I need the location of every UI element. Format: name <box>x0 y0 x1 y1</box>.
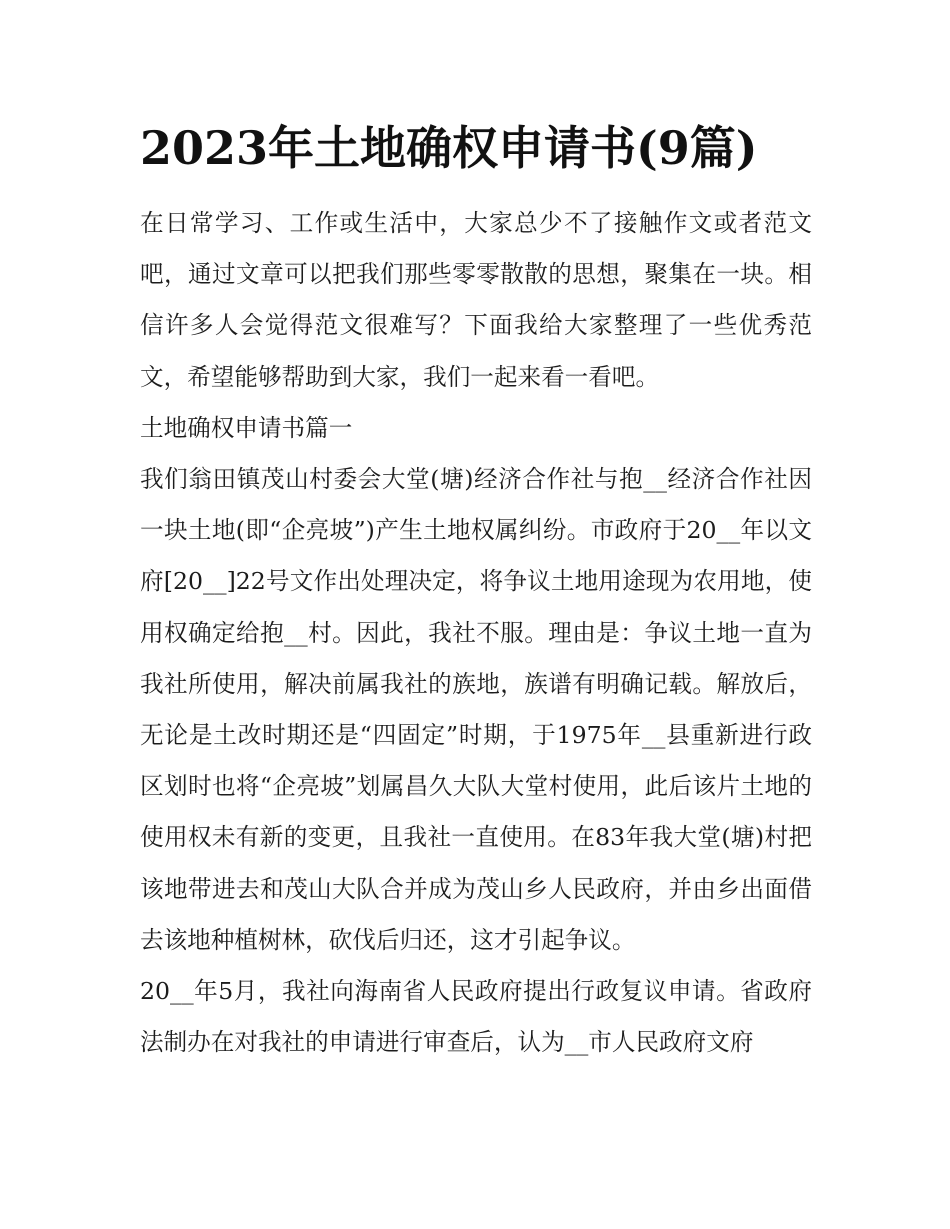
section-heading: 土地确权申请书篇一 <box>140 413 353 442</box>
document-body <box>140 198 812 1068</box>
body-paragraph-2: 20__年5月，我社向海南省人民政府提出行政复议申请。省政府法制办在对我社的申请进行审查后，认为__市人民政府文府 <box>140 977 812 1057</box>
body-paragraph-1: 我们翁田镇茂山村委会大堂(塘)经济合作社与抱__经济合作社因一块土地(即“企亮坡”)产生土地权属纠纷。市政府于20__年以文府[20__]22号文作出处理决定，将争议土地用途现为农用地，使用权确定给抱__村。因此，我社不服。理由是：争议土地一直为我社所使用，解决前属我社的族地，族谱有明确记载。解放后，无论是土改时期还是“四固定”时期，于1975年__县重新进行政区划时也将“企亮坡”划属昌久大队大堂村使用，此后该片土地的使用权未有新的变更，且我社一直使用。在83年我大堂(塘)村把该地带进去和茂山大队合并成为茂山乡人民政府，并由乡出面借去该地种植树林，砍伐后归还，这才引起争议。 <box>140 465 812 954</box>
document-title: 2023年土地确权申请书(9篇) <box>140 121 758 175</box>
intro-paragraph: 在日常学习、工作或生活中，大家总少不了接触作文或者范文吧，通过文章可以把我们那些零零散散的思想，聚集在一块。相信许多人会觉得范文很难写？下面我给大家整理了一些优秀范文，希望能够帮助到大家，我们一起来看一看吧。 <box>140 209 812 391</box>
